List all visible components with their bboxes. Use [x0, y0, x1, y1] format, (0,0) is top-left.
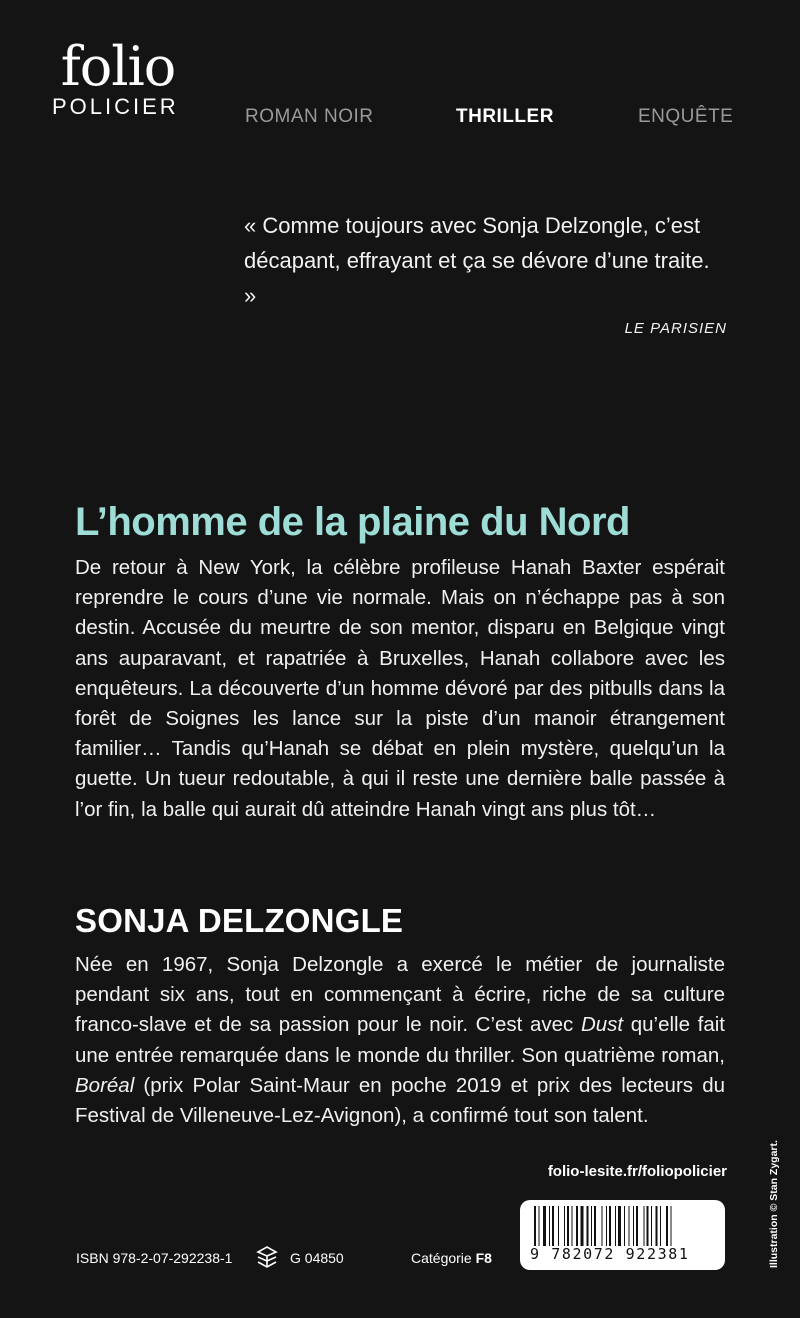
barcode-bar	[666, 1206, 668, 1246]
barcode-bar	[633, 1206, 634, 1246]
barcode-bar	[549, 1206, 550, 1246]
genre-enquete: ENQUÊTE	[638, 106, 734, 127]
bio-text-2: qu’elle fait une entrée remarquée dans le monde du thriller. Son quatrième roman,	[75, 1013, 725, 1067]
author-bio	[75, 950, 725, 1131]
genre-roman-noir: ROMAN NOIR	[245, 106, 374, 127]
barcode-bar	[624, 1206, 625, 1246]
barcode-bar	[629, 1206, 630, 1246]
barcode-bar	[581, 1206, 584, 1246]
book-title: L’homme de la plaine du Nord	[75, 500, 630, 544]
barcode-bar	[618, 1206, 621, 1246]
barcode-bar	[539, 1206, 540, 1246]
category	[411, 1250, 492, 1266]
barcode-bar	[558, 1206, 559, 1246]
barcode-bar	[656, 1206, 658, 1246]
folio-logo: folio	[60, 35, 176, 98]
book-synopsis: De retour à New York, la célèbre profileuse Hanah Baxter espérait reprendre le cours d’une vie normale. Mais on n’échappe pas à son destin. Accusée du meurtre de son mentor, disparu en Belgique vingt ans auparavant, et rapatriée à Bruxelles, Hanah collabore avec les enquêteurs. La découverte d’un homme dévoré par des pitbulls dans la forêt de Soignes les lance sur la piste d’un manoir étrangement familier… Tandis qu’Hanah se débat en plein mystère, quelqu’un la guette. Un tueur redoutable, à qui il reste une dernière balle passée à l’or fin, la balle qui aurait dû atteindre Hanah vingt ans plus tôt…	[75, 556, 725, 821]
barcode-bar	[644, 1206, 645, 1246]
barcode-bar	[543, 1206, 546, 1246]
barcode-bars	[534, 1206, 714, 1246]
genre-thriller: THRILLER	[456, 106, 554, 127]
barcode-bar	[609, 1206, 611, 1246]
collection-name: POLICIER	[52, 94, 179, 119]
gallimard-emblem-icon	[254, 1244, 280, 1270]
bio-text-3: (prix Polar Saint-Maur en poche 2019 et prix des lecteurs du Festival de Villeneuve-Lez-Avignon), a confirmé tout son talent.	[75, 1073, 725, 1128]
category-value: F8	[475, 1250, 492, 1266]
barcode-bar	[587, 1206, 589, 1246]
barcode-bar	[660, 1206, 661, 1246]
folio-brand	[52, 35, 197, 120]
barcode-bar	[564, 1206, 565, 1246]
barcode-bar	[591, 1206, 592, 1246]
illustration-credit: Illustration © Stan Zygart.	[768, 1140, 780, 1268]
website-link[interactable]: folio-lesite.fr/foliopolicier	[547, 1163, 727, 1180]
bio-title-boreal: Boréal	[75, 1073, 135, 1097]
barcode-bar	[572, 1206, 573, 1246]
barcode-bar	[615, 1206, 616, 1246]
g-code: G 04850	[290, 1250, 344, 1266]
bio-text-1: Née en 1967, Sonja Delzongle a exercé le métier de journaliste pendant six ans, tout en commençant à écrire, riche de sa culture franco-slave et de sa passion pour le noir. C’est avec	[75, 953, 725, 1037]
barcode-bar	[534, 1206, 536, 1246]
author-name: SONJA DELZONGLE	[75, 902, 404, 939]
barcode-bar	[576, 1206, 578, 1246]
isbn: ISBN 978-2-07-292238-1	[76, 1250, 233, 1266]
category-label: Catégorie	[411, 1250, 476, 1266]
barcode-digits: 9 782072 922381	[530, 1245, 690, 1263]
barcode-bar	[651, 1206, 652, 1246]
barcode-bar	[636, 1206, 638, 1246]
press-quote: « Comme toujours avec Sonja Delzongle, c’est décapant, effrayant et ça se dévore d’une traite. »	[244, 213, 710, 308]
barcode-bar	[567, 1206, 569, 1246]
bio-title-dust: Dust	[580, 1013, 624, 1037]
barcode	[520, 1200, 725, 1270]
barcode-bar	[594, 1206, 596, 1246]
barcode-bar	[552, 1206, 554, 1246]
barcode-bar	[647, 1206, 649, 1246]
barcode-bar	[602, 1206, 603, 1246]
barcode-bar	[671, 1206, 672, 1246]
quote-source: LE PARISIEN	[624, 320, 727, 337]
barcode-bar	[606, 1206, 607, 1246]
